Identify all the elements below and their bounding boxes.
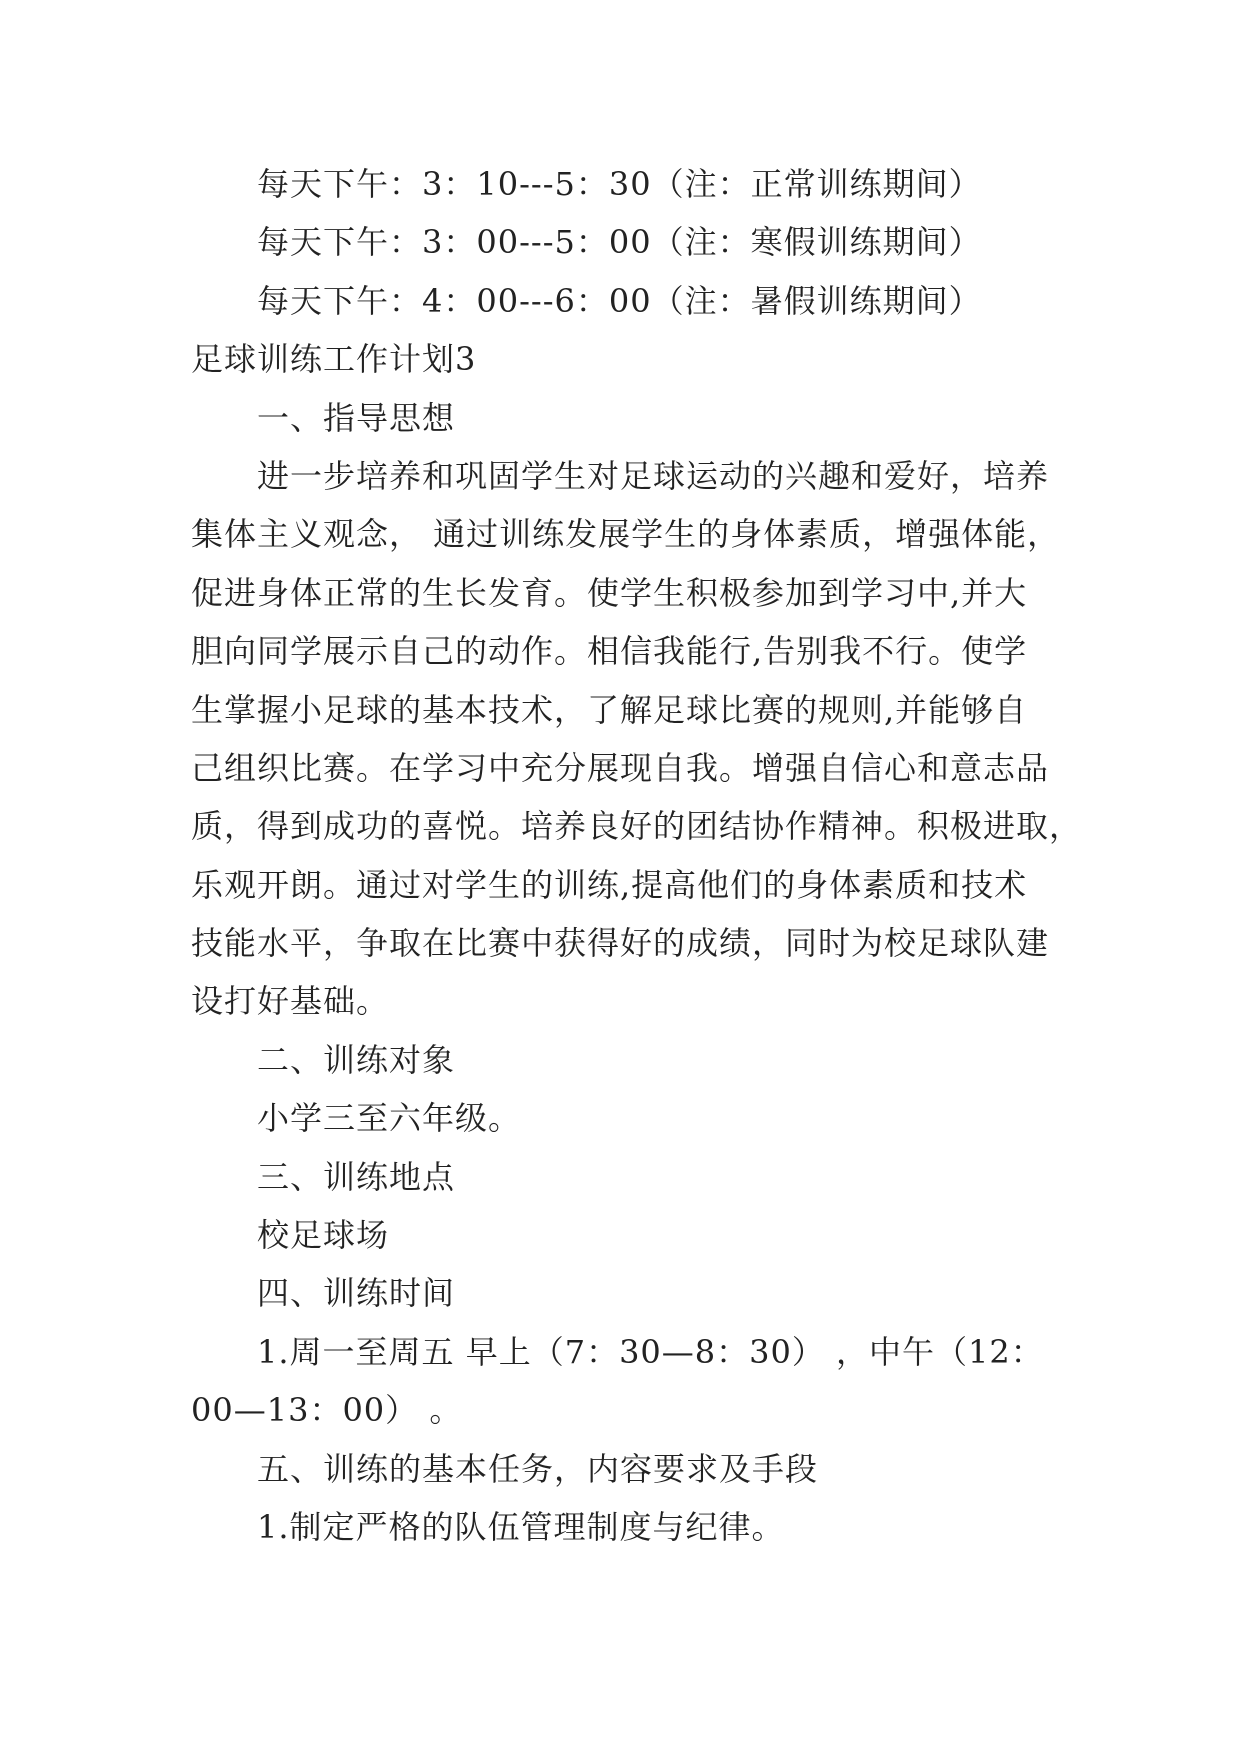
training-target-text: 小学三至六年级。 bbox=[257, 1099, 522, 1138]
paragraph-line: 设打好基础。 bbox=[191, 982, 390, 1021]
training-time-line: 1.周一至周五 早上（7：30—8：30） ，中午（12： bbox=[257, 1332, 1044, 1371]
paragraph-line: 集体主义观念， 通过训练发展学生的身体素质，增强体能， bbox=[191, 515, 1061, 554]
paragraph-line: 乐观开朗。通过对学生的训练,提高他们的身体素质和技术 bbox=[191, 865, 1028, 904]
training-time-line-continued: 00—13：00） 。 bbox=[191, 1391, 463, 1430]
paragraph-line: 促进身体正常的生长发育。使学生积极参加到学习中,并大 bbox=[191, 573, 1028, 612]
document-body bbox=[191, 155, 1083, 1556]
paragraph-line: 胆向同学展示自己的动作。相信我能行,告别我不行。使学 bbox=[191, 632, 1028, 671]
paragraph-line: 技能水平，争取在比赛中获得好的成绩，同时为校足球队建 bbox=[191, 924, 1050, 963]
heading-guiding-idea: 一、指导思想 bbox=[257, 398, 456, 437]
paragraph-line: 生掌握小足球的基本技术，了解足球比赛的规则,并能够自 bbox=[191, 690, 1028, 729]
heading-basic-tasks: 五、训练的基本任务，内容要求及手段 bbox=[257, 1449, 819, 1488]
schedule-line-summer: 每天下午：4：00---6：00（注：暑假训练期间） bbox=[257, 281, 982, 320]
paragraph-line: 质，得到成功的喜悦。培养良好的团结协作精神。积极进取， bbox=[191, 807, 1083, 846]
paragraph-line: 己组织比赛。在学习中充分展现自我。增强自信心和意志品 bbox=[191, 748, 1050, 787]
paragraph-line: 进一步培养和巩固学生对足球运动的兴趣和爱好，培养 bbox=[257, 456, 1050, 495]
task-item: 1.制定严格的队伍管理制度与纪律。 bbox=[257, 1507, 785, 1546]
schedule-line-normal: 每天下午：3：10---5：30（注：正常训练期间） bbox=[257, 165, 982, 203]
training-location-text: 校足球场 bbox=[257, 1216, 390, 1255]
heading-training-target: 二、训练对象 bbox=[257, 1040, 456, 1079]
section-title: 足球训练工作计划3 bbox=[191, 340, 477, 379]
heading-training-location: 三、训练地点 bbox=[257, 1157, 456, 1196]
schedule-line-winter: 每天下午：3：00---5：00（注：寒假训练期间） bbox=[257, 223, 982, 262]
heading-training-time: 四、训练时间 bbox=[257, 1274, 456, 1313]
